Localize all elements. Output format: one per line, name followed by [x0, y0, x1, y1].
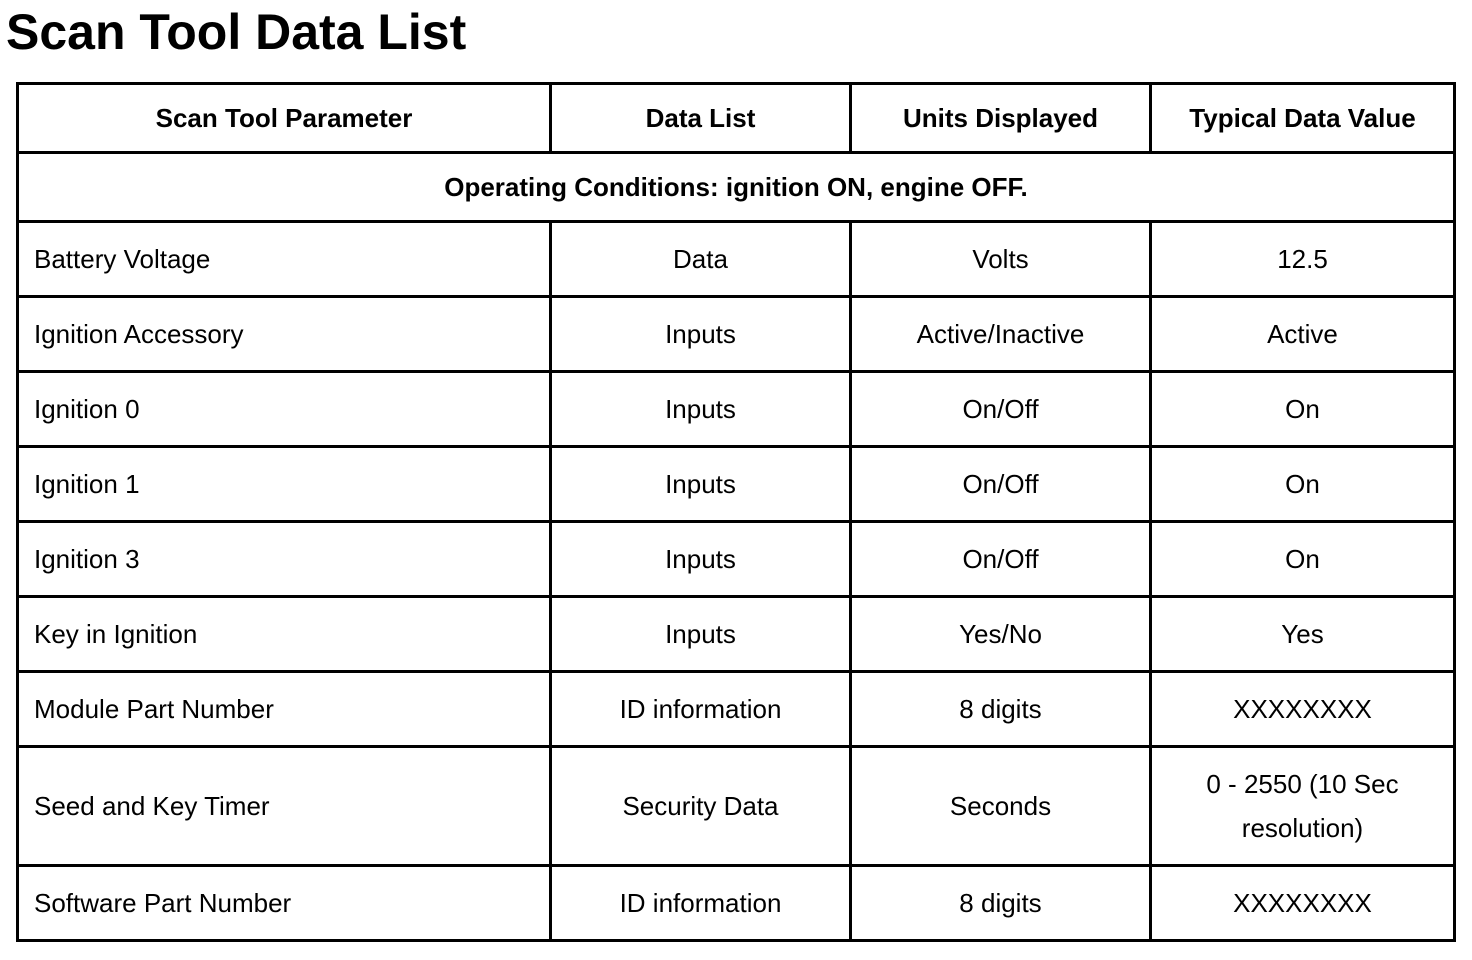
units-cell: 8 digits [851, 866, 1151, 941]
typical-value-cell [1151, 747, 1455, 866]
data-list-cell: Inputs [551, 297, 851, 372]
table-row [18, 866, 1455, 941]
table-row [18, 597, 1455, 672]
parameter-cell: Ignition 1 [18, 447, 551, 522]
table-row [18, 297, 1455, 372]
parameter-cell: Seed and Key Timer [18, 747, 551, 866]
parameter-cell: Key in Ignition [18, 597, 551, 672]
units-cell: Seconds [851, 747, 1151, 866]
typical-value-cell: On [1151, 522, 1455, 597]
table-row [18, 222, 1455, 297]
typical-value-cell: Active [1151, 297, 1455, 372]
header-data-list: Data List [551, 84, 851, 153]
table-row [18, 522, 1455, 597]
parameter-cell: Ignition 0 [18, 372, 551, 447]
units-cell: Active/Inactive [851, 297, 1151, 372]
units-cell: On/Off [851, 522, 1151, 597]
table-header-row [18, 84, 1455, 153]
data-list-cell: ID information [551, 866, 851, 941]
typical-value-cell: XXXXXXXX [1151, 672, 1455, 747]
data-list-cell: Data [551, 222, 851, 297]
data-list-cell: Inputs [551, 597, 851, 672]
header-scan-tool-parameter: Scan Tool Parameter [18, 84, 551, 153]
operating-conditions-cell: Operating Conditions: ignition ON, engine OFF. [18, 153, 1455, 222]
parameter-cell: Module Part Number [18, 672, 551, 747]
header-typical-data-value: Typical Data Value [1151, 84, 1455, 153]
data-list-cell: Inputs [551, 522, 851, 597]
units-cell: On/Off [851, 447, 1151, 522]
typical-value-cell: On [1151, 447, 1455, 522]
data-list-cell: Inputs [551, 372, 851, 447]
parameter-cell: Ignition 3 [18, 522, 551, 597]
units-cell: 8 digits [851, 672, 1151, 747]
typical-value-cell: On [1151, 372, 1455, 447]
data-list-cell: Inputs [551, 447, 851, 522]
scan-tool-data-table [16, 82, 1456, 942]
page-title: Scan Tool Data List [6, 4, 467, 60]
data-list-cell: ID information [551, 672, 851, 747]
operating-conditions-row [18, 153, 1455, 222]
typical-value-cell: Yes [1151, 597, 1455, 672]
parameter-cell: Software Part Number [18, 866, 551, 941]
header-units-displayed: Units Displayed [851, 84, 1151, 153]
typical-value-cell: XXXXXXXX [1151, 866, 1455, 941]
parameter-cell: Battery Voltage [18, 222, 551, 297]
typical-value-text: 0 - 2550 (10 Sec resolution) [1206, 769, 1399, 843]
table-row [18, 372, 1455, 447]
table-row [18, 672, 1455, 747]
data-list-cell: Security Data [551, 747, 851, 866]
units-cell: Yes/No [851, 597, 1151, 672]
parameter-cell: Ignition Accessory [18, 297, 551, 372]
units-cell: On/Off [851, 372, 1151, 447]
units-cell: Volts [851, 222, 1151, 297]
typical-value-cell: 12.5 [1151, 222, 1455, 297]
table-row [18, 447, 1455, 522]
table-row [18, 747, 1455, 866]
